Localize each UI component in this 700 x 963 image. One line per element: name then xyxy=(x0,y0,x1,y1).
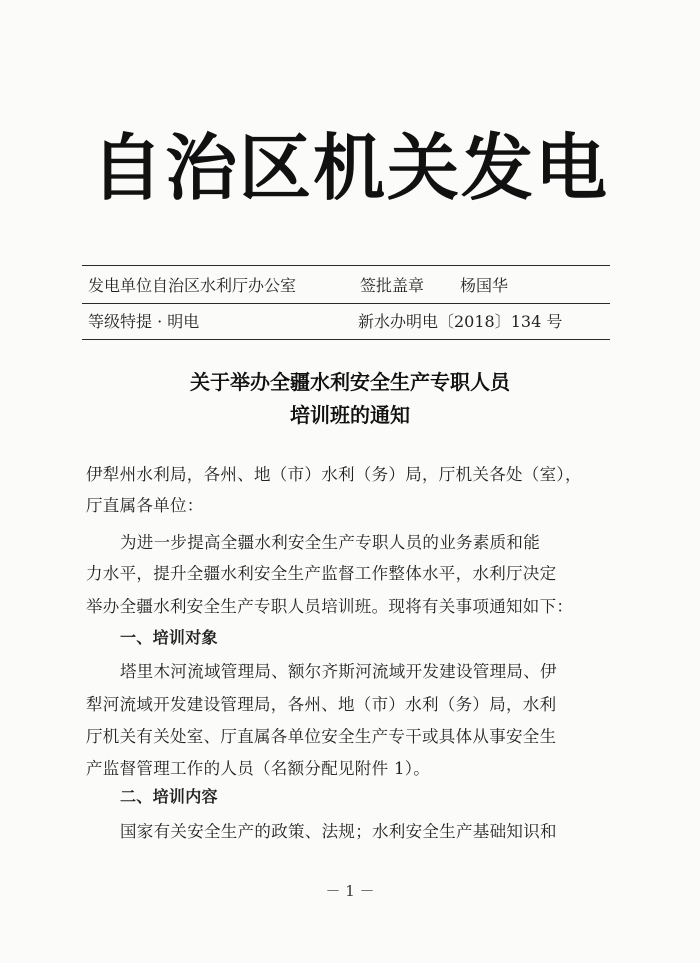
page-number: － 1 － xyxy=(325,882,375,900)
signer-label: 签批盖章 xyxy=(360,276,425,295)
header-top-rule xyxy=(82,265,610,266)
intro-line-1: 为进一步提高全疆水利安全生产专职人员的业务素质和能 xyxy=(120,533,540,552)
priority-level: 等级特提 · 明电 xyxy=(88,312,200,331)
signer-name: 杨国华 xyxy=(460,276,509,295)
section-2-heading: 二、培训内容 xyxy=(120,787,218,806)
section-1-line-3: 厅机关有关处室、厅直属各单位安全生产专干或具体从事安全生 xyxy=(86,727,557,746)
intro-line-3: 举办全疆水利安全生产专职人员培训班。现将有关事项通知如下： xyxy=(86,597,574,616)
notice-title-line-2: 培训班的通知 xyxy=(290,403,410,427)
addressee-line-2: 厅直属各单位： xyxy=(86,496,204,515)
notice-title-line-1: 关于举办全疆水利安全生产专职人员 xyxy=(190,370,510,394)
intro-line-2: 力水平，提升全疆水利安全生产监督工作整体水平，水利厅决定 xyxy=(86,564,557,583)
section-1-line-4: 产监督管理工作的人员（名额分配见附件 1）。 xyxy=(86,759,431,778)
section-1-line-1: 塔里木河流域管理局、额尔齐斯河流域开发建设管理局、伊 xyxy=(120,662,557,681)
section-2-line-1: 国家有关安全生产的政策、法规；水利安全生产基础知识和 xyxy=(120,822,557,841)
section-1-heading: 一、培训对象 xyxy=(120,628,218,647)
document-number: 新水办明电〔2018〕134 号 xyxy=(358,312,563,331)
sender-unit: 发电单位自治区水利厅办公室 xyxy=(88,276,297,295)
masthead-title: 自治区机关发电 xyxy=(90,125,609,210)
header-middle-rule xyxy=(82,303,610,304)
addressee-line-1: 伊犁州水利局，各州、地（市）水利（务）局，厅机关各处（室）， xyxy=(86,465,582,484)
header-bottom-rule xyxy=(82,339,610,340)
section-1-line-2: 犁河流域开发建设管理局，各州、地（市）水利（务）局，水利 xyxy=(86,695,557,714)
